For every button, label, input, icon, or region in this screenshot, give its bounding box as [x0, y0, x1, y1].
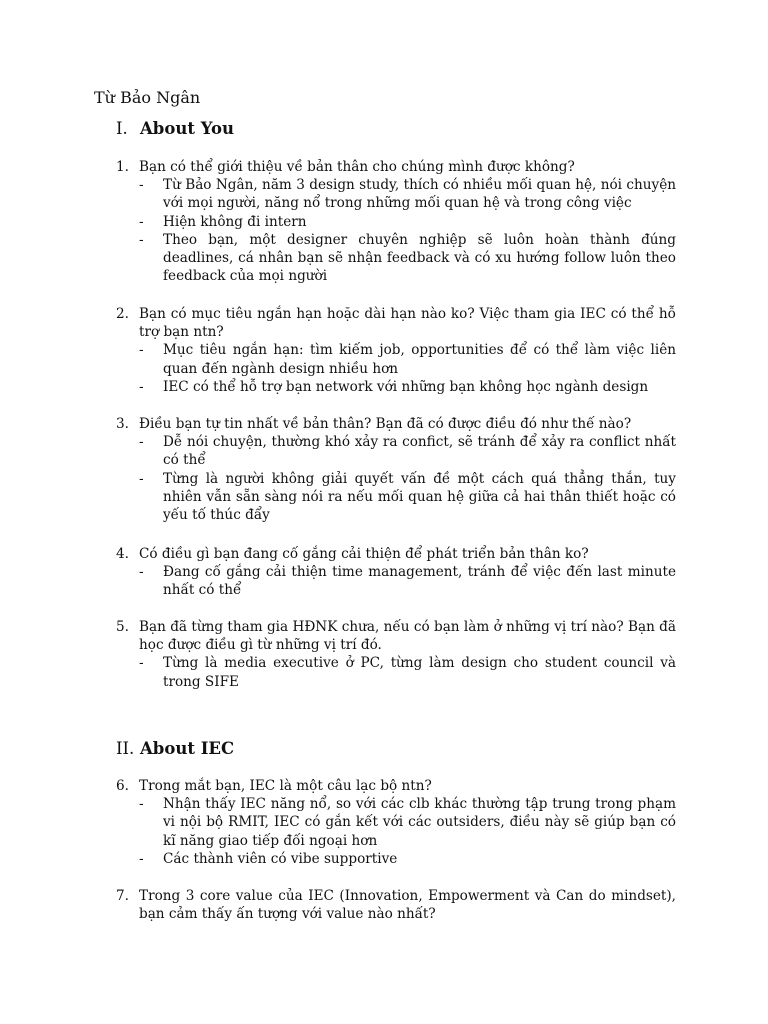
- question-text: 1. Bạn có thể giới thiệu về bản thân cho chúng mình được không?: [116, 159, 575, 175]
- answer-item: - Các thành viên có vibe supportive: [139, 850, 398, 867]
- question-block: [116, 415, 676, 524]
- question-block: [116, 158, 676, 285]
- author-name: Từ Bảo Ngân: [94, 88, 201, 107]
- answer-item: - Từ Bảo Ngân, năm 3 design study, thích có nhiều mối quan hệ, nói chuyện với mọi người, năng nổ trong những mối quan hệ và trong công việc: [139, 177, 676, 212]
- question-number: 1.: [116, 159, 129, 175]
- question-block: [116, 305, 676, 396]
- answer-item: - Hiện không đi intern: [139, 213, 307, 230]
- question-text: 3. Điều bạn tự tin nhất về bản thân? Bạn đã có được điều đó như thế nào?: [116, 416, 632, 432]
- answer-list: [116, 563, 676, 599]
- answer-list: [116, 795, 676, 868]
- answer-item: - Từng là người không giải quyết vấn đề một cách quá thẳng thắn, tuy nhiên vẫn sẵn sàng nói ra nếu mối quan hệ giữa cả hai thân thiết hoặc có yếu tố thúc đẩy: [139, 470, 676, 524]
- question-text: 7. Trong 3 core value của IEC (Innovation, Empowerment và Can do mindset), bạn cảm thấy ấn tượng với value nào nhất?: [116, 888, 676, 923]
- section-numeral: II.: [116, 739, 135, 758]
- answer-item: - Đang cố gắng cải thiện time management, tránh để việc đến last minute nhất có thể: [139, 564, 676, 599]
- answer-item: - Theo bạn, một designer chuyên nghiệp sẽ luôn hoàn thành đúng deadlines, cá nhân bạn sẽ nhận feedback và có xu hướng follow luôn theo feedback của mọi người: [139, 231, 676, 285]
- section-heading-about-you: [116, 119, 234, 138]
- answer-list: [116, 654, 676, 690]
- answer-list: [116, 176, 676, 285]
- question-text: 6. Trong mắt bạn, IEC là một câu lạc bộ ntn?: [116, 778, 432, 794]
- question-block: [116, 545, 676, 600]
- question-text: 5. Bạn đã từng tham gia HĐNK chưa, nếu có bạn làm ở những vị trí nào? Bạn đã học được điều gì từ những vị trí đó.: [116, 619, 676, 654]
- answer-item: - Nhận thấy IEC năng nổ, so với các clb khác thường tập trung trong phạm vi nội bộ RMIT, IEC có gắn kết với các outsiders, điều này sẽ giúp bạn có kĩ năng giao tiếp đối ngoại hơn: [139, 796, 676, 849]
- section-title: About You: [140, 119, 235, 138]
- answer-list: [116, 433, 676, 524]
- answer-list: [116, 341, 676, 396]
- section-numeral: I.: [116, 119, 128, 138]
- question-number: 4.: [116, 546, 129, 562]
- answer-item: - Từng là media executive ở PC, từng làm design cho student council và trong SIFE: [139, 655, 676, 690]
- answer-item: - Mục tiêu ngắn hạn: tìm kiếm job, opportunities để có thể làm việc liên quan đến ngành design nhiều hơn: [139, 342, 676, 377]
- question-number: 5.: [116, 619, 129, 635]
- question-block: [116, 777, 676, 868]
- section-title: About IEC: [140, 739, 235, 758]
- question-block: [116, 618, 676, 691]
- question-number: 6.: [116, 778, 129, 794]
- question-block: [116, 887, 676, 923]
- question-text: 4. Có điều gì bạn đang cố gắng cải thiện để phát triển bản thân ko?: [116, 546, 589, 562]
- question-number: 3.: [116, 416, 129, 432]
- question-number: 2.: [116, 306, 129, 322]
- answer-item: - IEC có thể hỗ trợ bạn network với những bạn không học ngành design: [139, 378, 649, 395]
- answer-item: - Dễ nói chuyện, thường khó xảy ra confict, sẽ tránh để xảy ra conflict nhất có thể: [139, 434, 676, 469]
- section-heading-about-iec: [116, 739, 234, 758]
- question-number: 7.: [116, 888, 129, 904]
- question-text: 2. Bạn có mục tiêu ngắn hạn hoặc dài hạn nào ko? Việc tham gia IEC có thể hỗ trợ bạn ntn?: [116, 306, 676, 341]
